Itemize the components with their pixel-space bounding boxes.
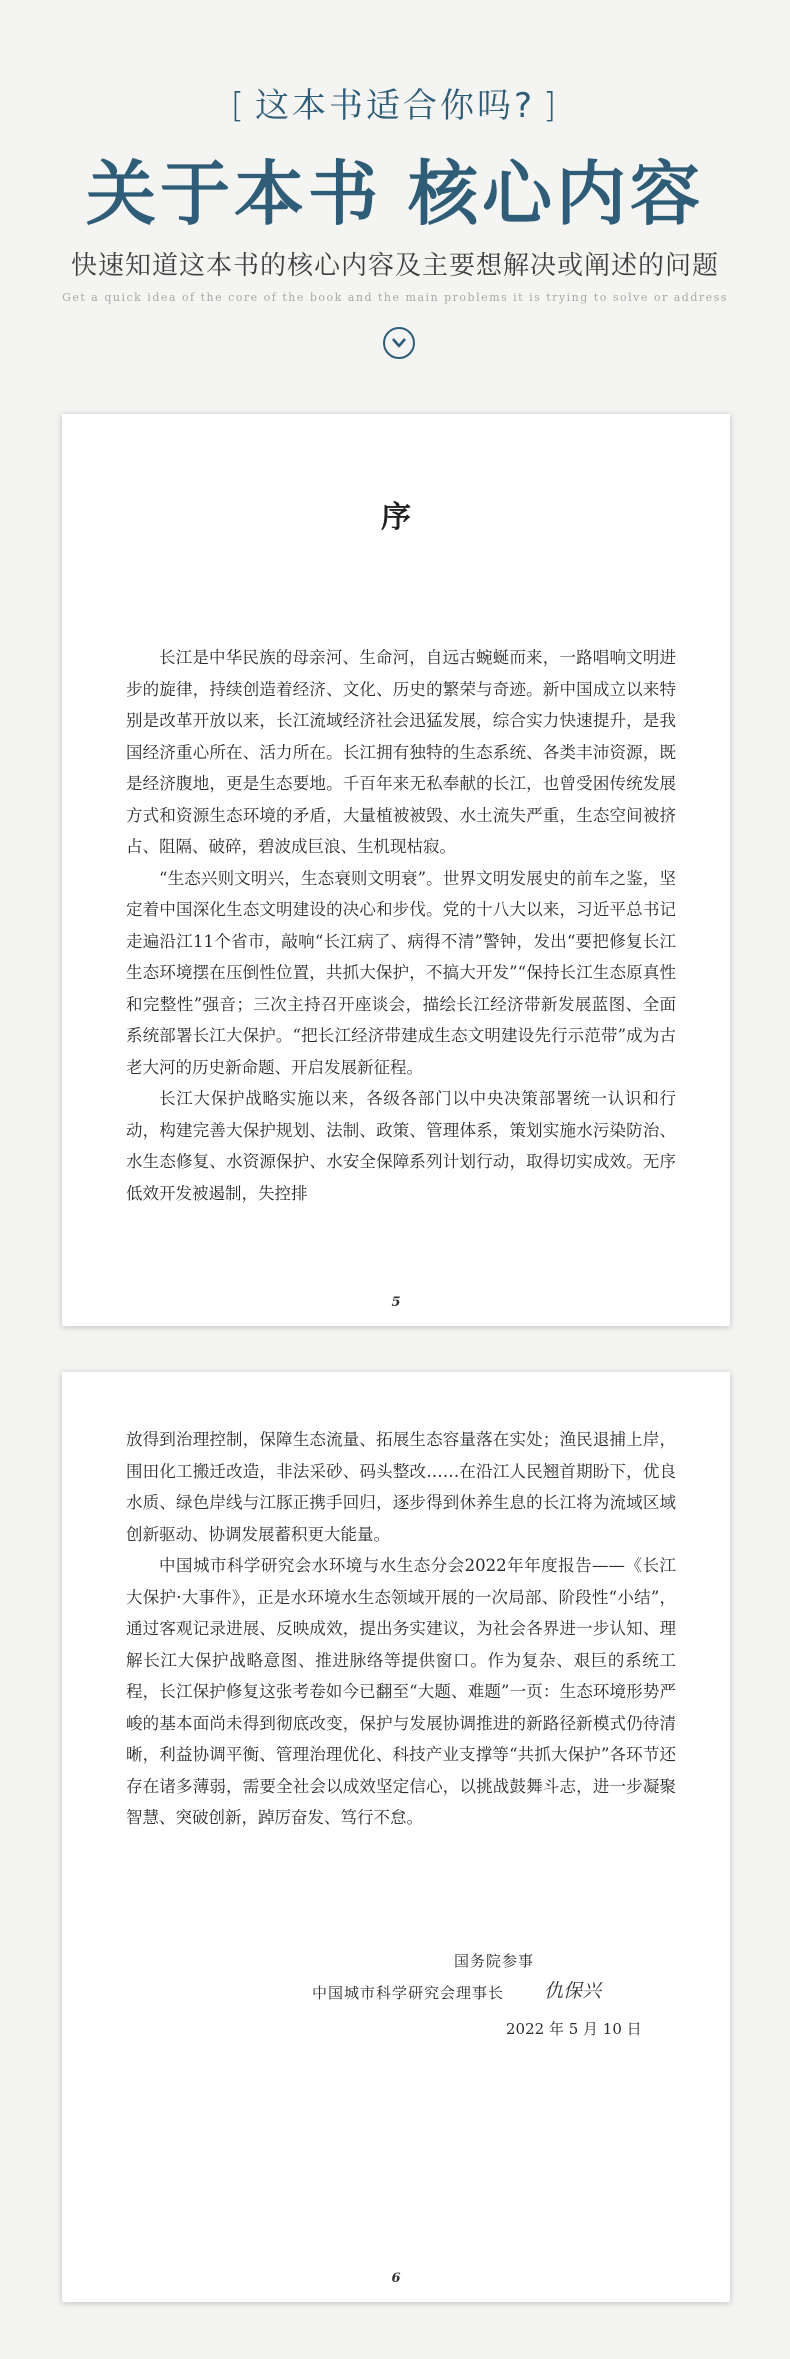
main-title-part1: 关于本书 xyxy=(86,152,382,235)
signature-role-2: 中国城市科学研究会理事长 xyxy=(312,1984,505,2002)
chevron-down-circle-icon[interactable] xyxy=(383,327,415,359)
paragraph: 中国城市科学研究会水环境与水生态分会2022年年度报告——《长江大保护·大事件》，正是水环境水生态领域开展的一次局部、阶段性“小结”，通过客观记录进展、反映成效，提出务实建议，为社会各界进一步认知、理解长江大保护战略意图、推进脉络等提供窗口。作为复杂、艰巨的系统工程，长江保护修复这张考卷如今已翻至“大题、难题”一页：生态环境形势严峻的基本面尚未得到彻底改变，保护与发展协调推进的新路径新模式仍待清晰，利益协调平衡、管理治理优化、科技产业支撑等“共抓大保护”各环节还存在诸多薄弱，需要全社会以成效坚定信心，以挑战鼓舞斗志，进一步凝聚智慧、突破创新，踔厉奋发、笃行不怠。 xyxy=(126,1556,676,1827)
paragraph-continuation: 放得到治理控制，保障生态流量、拓展生态容量落在实处；渔民退捕上岸，围田化工搬迁改造，非法采砂、码头整改……在沿江人民翘首期盼下，优良水质、绿色岸线与江豚正携手回归，逐步得到休养生息的长江将为流域区域创新驱动、协调发展蓄积更大能量。 xyxy=(126,1430,676,1544)
main-title xyxy=(0,138,790,239)
main-title-part2: 核心内容 xyxy=(408,152,704,235)
signature-date: 2022 年 5 月 10 日 xyxy=(506,2020,642,2038)
question-line xyxy=(0,78,790,127)
subtitle: 快速知道这本书的核心内容及主要想解决或阐述的问题 xyxy=(70,251,719,281)
book-page-5 xyxy=(62,414,730,1326)
paragraph: “生态兴则文明兴，生态衰则文明衰”。世界文明发展史的前车之鉴，坚定着中国深化生态文明建设的决心和步伐。党的十八大以来，习近平总书记走遍沿江11个省市，敲响“长江病了、病得不清”警钟，发出“要把修复长江生态环境摆在压倒性位置，共抓大保护，不搞大开发”“保持长江生态原真性和完整性”强音；三次主持召开座谈会，描绘长江经济带新发展蓝图、全面系统部署长江大保护。“把长江经济带建成生态文明建设先行示范带”成为古老大河的历史新命题、开启发展新征程。 xyxy=(126,868,676,1077)
signature-name: 仇保兴 xyxy=(544,1980,602,2002)
question-text: 这本书适合你吗? xyxy=(254,86,536,126)
subtitle-english: Get a quick idea of the core of the book and the main problems it is trying to solve or address xyxy=(62,291,728,304)
chevron-down-icon xyxy=(391,337,407,349)
preface-heading: 序 xyxy=(381,500,411,535)
bracket-left: [ xyxy=(230,86,247,126)
page-number: 6 xyxy=(391,2271,401,2286)
preface-body xyxy=(126,642,676,1209)
bracket-right: ] xyxy=(543,86,560,126)
page-number: 5 xyxy=(391,1295,401,1310)
preface-body-continued xyxy=(126,1424,676,1834)
paragraph: 长江是中华民族的母亲河、生命河，自远古蜿蜒而来，一路唱响文明进步的旋律，持续创造着经济、文化、历史的繁荣与奇迹。新中国成立以来特别是改革开放以来，长江流域经济社会迅猛发展，综合实力快速提升，是我国经济重心所在、活力所在。长江拥有独特的生态系统、各类丰沛资源，既是经济腹地，更是生态要地。千百年来无私奉献的长江，也曾受困传统发展方式和资源生态环境的矛盾，大量植被被毁、水土流失严重，生态空间被挤占、阻隔、破碎，碧波成巨浪、生机现枯寂。 xyxy=(126,648,676,856)
book-page-6 xyxy=(62,1372,730,2302)
paragraph: 长江大保护战略实施以来，各级各部门以中央决策部署统一认识和行动，构建完善大保护规划、法制、政策、管理体系，策划实施水污染防治、水生态修复、水资源保护、水安全保障系列计划行动，取得切实成效。无序低效开发被遏制，失控排 xyxy=(126,1089,676,1203)
signature-role-1: 国务院参事 xyxy=(454,1952,535,1970)
book-intro-header xyxy=(0,0,790,400)
